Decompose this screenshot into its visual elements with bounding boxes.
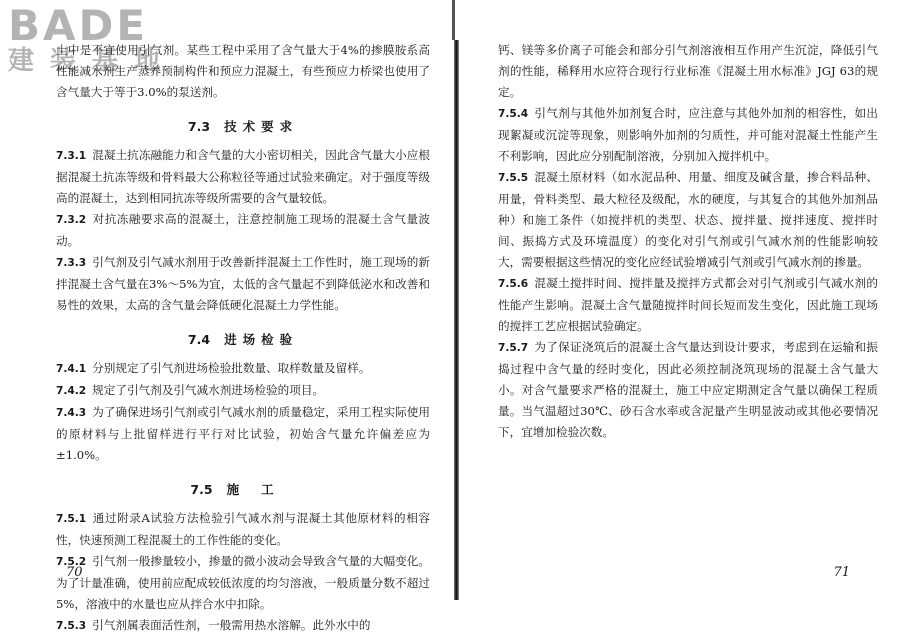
- clause-7-5-1: [56, 508, 430, 551]
- right-page: [464, 0, 900, 600]
- clause-7-5-3: [56, 615, 430, 637]
- clause-text: 通过附录A试验方法检验引气减水剂与混凝土其他原材料的相容性，快速预测工程混凝土的工作性能的变化。: [56, 511, 430, 547]
- page-number-right: 71: [833, 565, 850, 580]
- clause-7-5-7: [498, 337, 878, 443]
- clause-7-5-2: [56, 551, 430, 615]
- section-heading-7-5: [56, 480, 430, 498]
- clause-number: 7.5.6: [498, 278, 529, 290]
- clause-text: 分别规定了引气剂进场检验批数量、取样数量及留样。: [92, 361, 371, 375]
- clause-text: 为了确保进场引气剂或引气减水剂的质量稳定，采用工程实际使用的原材料与上批留样进行平行对比试验，初始含气量允许偏差应为±1.0%。: [56, 405, 430, 462]
- clause-7-3-1: [56, 145, 430, 209]
- clause-number: 7.5.2: [56, 556, 87, 568]
- clause-7-5-4: [498, 103, 878, 167]
- clause-7-4-3: [56, 402, 430, 466]
- clause-text: 为了保证浇筑后的混凝土含气量达到设计要求，考虑到在运输和振捣过程中含气量的经时变化，因此必须控制浇筑现场的混凝土含气量大小。对含气量要求严格的混凝土，施工中应定期测定含气量以确保工程质量。当气温超过30℃、砂石含水率或含泥量产生明显波动或其他必要情况下，宜增加检验次数。: [498, 340, 878, 439]
- clause-number: 7.5.3: [56, 620, 87, 632]
- clause-number: 7.3.1: [56, 150, 87, 162]
- clause-text: 混凝土搅拌时间、搅拌量及搅拌方式都会对引气剂或引气减水剂的性能产生影响。混凝土含气量随搅拌时间长短而发生变化，因此施工现场的搅拌工艺应根据试验确定。: [498, 276, 878, 333]
- clause-7-3-3: [56, 252, 430, 316]
- clause-number: 7.5.1: [56, 513, 87, 525]
- clause-number: 7.3.3: [56, 257, 87, 269]
- clause-number: 7.3.2: [56, 214, 87, 226]
- section-heading-7-4: [56, 330, 430, 348]
- clause-text: 引气剂与其他外加剂复合时，应注意与其他外加剂的相容性，如出现絮凝或沉淀等现象，则影响外加剂的匀质性，并可能对混凝土性能产生不利影响，因此应分别配制溶液，分别加入搅拌机中。: [498, 106, 878, 163]
- clause-7-4-1: [56, 358, 430, 380]
- page-number-left: 70: [66, 565, 83, 580]
- clause-text: 引气剂一般掺量较小，掺量的微小波动会导致含气量的大幅变化。为了计量准确，使用前应配成较低浓度的均匀溶液，一般质量分数不超过5%，溶液中的水量也应从拌合水中扣除。: [56, 554, 430, 611]
- clause-text: 混凝土原材料（如水泥品种、用量、细度及碱含量，掺合料品种、用量，骨料类型、最大粒径及级配，水的硬度，与其复合的其他外加剂品种）和施工条件（如搅拌机的类型、状态、搅拌量、搅拌速度、搅拌时间、振捣方式及环境温度）的变化对引气剂或引气减水剂的性能影响较大，需要根据这些情况的变化应经试验增减引气剂或引气减水剂的掺量。: [498, 170, 878, 269]
- clause-number: 7.4.1: [56, 363, 87, 375]
- clause-number: 7.4.3: [56, 407, 87, 419]
- continuation-paragraph: 钙、镁等多价离子可能会和部分引气剂溶液相互作用产生沉淀，降低引气剂的性能，稀释用水应符合现行行业标准《混凝土用水标准》JGJ 63的规定。: [498, 43, 878, 99]
- clause-7-3-2: [56, 209, 430, 252]
- clause-7-5-5: [498, 167, 878, 273]
- clause-text: 对抗冻融要求高的混凝土，注意控制施工现场的混凝土含气量波动。: [56, 212, 430, 248]
- clause-7-5-6: [498, 273, 878, 337]
- section-number: 7.3: [187, 119, 211, 134]
- clause-text: 规定了引气剂及引气减水剂进场检验的项目。: [92, 383, 325, 397]
- section-title-text: 进场检验: [224, 332, 299, 347]
- intro-paragraph: 土中是不宜使用引气剂。某些工程中采用了含气量大于4%的掺膜胺系高性能减水剂生产蒸养预制构件和预应力混凝土，有些预应力桥梁也使用了含气量大于等于3.0%的泵送剂。: [56, 43, 430, 99]
- clause-7-4-2: [56, 380, 430, 402]
- clause-number: 7.5.4: [498, 108, 529, 120]
- clause-text: 引气剂属表面活性剂，一般需用热水溶解。此外水中的: [92, 618, 371, 632]
- clause-number: 7.5.7: [498, 342, 529, 354]
- section-number: 7.5: [190, 482, 213, 497]
- clause-number: 7.4.2: [56, 385, 87, 397]
- section-title-text: 施工: [226, 482, 296, 497]
- watermark-cjk-text: 建装基地: [8, 46, 177, 76]
- section-number: 7.4: [187, 332, 211, 347]
- section-title-text: 技术要求: [224, 119, 299, 134]
- clause-number: 7.5.5: [498, 172, 529, 184]
- section-heading-7-3: [56, 117, 430, 135]
- clause-text: 引气剂及引气减水剂用于改善新拌混凝土工作性时，施工现场的新拌混凝土含气量在3%～5%为宜，太低的含气量起不到降低泌水和改善和易性的效果，太高的含气量会降低硬化混凝土力学性能。: [56, 255, 430, 312]
- clause-text: 混凝土抗冻融能力和含气量的大小密切相关，因此含气量大小应根据混凝土抗冻等级和骨料最大公称粒径等通过试验来确定。对于强度等级高的混凝土，达到相同抗冻等级所需要的含气量较低。: [56, 148, 430, 205]
- watermark-latin-text: BADE: [8, 1, 149, 50]
